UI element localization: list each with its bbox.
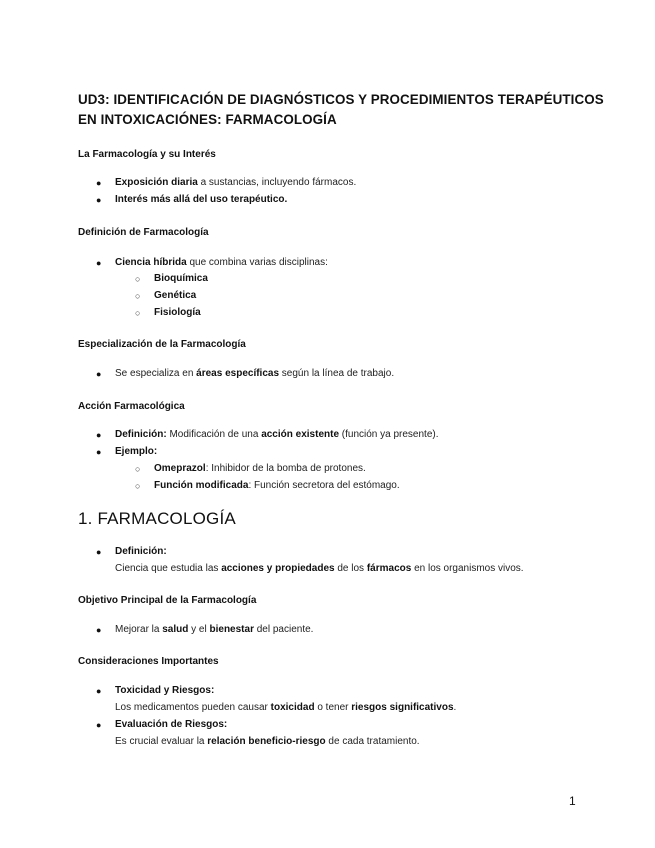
sub-list-item: [154, 480, 400, 491]
bold-text: Definición:: [115, 429, 167, 440]
list-item: [115, 546, 167, 557]
section-heading-consideraciones: Consideraciones Importantes: [78, 656, 219, 667]
text: .: [453, 702, 457, 713]
text: del paciente.: [253, 624, 314, 635]
bold-text: bienestar: [209, 624, 254, 635]
text: de cada tratamiento.: [325, 736, 420, 747]
sub-bullet-circle: ○: [135, 274, 141, 284]
bold-text: Ciencia híbrida: [115, 257, 187, 268]
text: Es crucial evaluar la: [115, 736, 208, 747]
text: en los organismos vivos.: [411, 563, 524, 574]
section-heading-interes: La Farmacología y su Interés: [78, 149, 216, 160]
text: a sustancias, incluyendo fármacos.: [197, 177, 357, 188]
bold-text: Evaluación de Riesgos:: [115, 719, 228, 730]
list-item-continuation: [115, 736, 420, 747]
title-line-2: EN INTOXICACIÓNES: FARMACOLOGÍA: [78, 112, 337, 127]
section-title-farmacologia: 1. FARMACOLOGÍA: [78, 509, 236, 528]
sub-bullet-circle: ○: [135, 464, 141, 474]
list-item-continuation: [115, 563, 524, 574]
bold-text: áreas específicas: [196, 368, 280, 379]
bold-text: salud: [162, 624, 189, 635]
text: (función ya presente).: [339, 429, 439, 440]
list-item: [115, 429, 439, 440]
bullet-dot: ●: [96, 369, 102, 379]
bullet-dot: ●: [96, 447, 102, 457]
page-number: 1: [569, 794, 576, 808]
text: Los medicamentos pueden causar: [115, 702, 271, 713]
document-title: [78, 90, 604, 130]
text: : Inhibidor de la bomba de protones.: [205, 463, 366, 474]
bold-text: Bioquímica: [154, 273, 208, 284]
bold-text: Omeprazol: [154, 463, 206, 474]
bold-text: Fisiología: [154, 307, 201, 318]
section-heading-objetivo: Objetivo Principal de la Farmacología: [78, 595, 257, 606]
text: que combina varias disciplinas:: [186, 257, 328, 268]
sub-list-item: [154, 273, 208, 284]
bullet-dot: ●: [96, 625, 102, 635]
bold-text: Interés más allá del uso terapéutico.: [115, 194, 288, 205]
bold-text: Toxicidad y Riesgos:: [115, 685, 215, 696]
text: según la línea de trabajo.: [279, 368, 395, 379]
text: Ciencia que estudia las: [115, 563, 222, 574]
list-item: [115, 257, 328, 268]
bold-text: Función modificada: [154, 480, 249, 491]
sub-list-item: [154, 290, 196, 301]
list-item: [115, 368, 394, 379]
text: de los: [334, 563, 367, 574]
bullet-dot: ●: [96, 686, 102, 696]
text: Modificación de una: [166, 429, 262, 440]
list-item: [115, 177, 356, 188]
bold-text: Exposición diaria: [115, 177, 198, 188]
text: y el: [188, 624, 210, 635]
bullet-dot: ●: [96, 258, 102, 268]
list-item: [115, 446, 157, 457]
bold-text: riesgos significativos: [351, 702, 454, 713]
bullet-dot: ●: [96, 195, 102, 205]
bold-text: toxicidad: [270, 702, 315, 713]
bullet-dot: ●: [96, 547, 102, 557]
bullet-dot: ●: [96, 430, 102, 440]
bold-text: acciones y propiedades: [221, 563, 335, 574]
section-heading-definicion: Definición de Farmacología: [78, 227, 209, 238]
bold-text: Ejemplo:: [115, 446, 158, 457]
list-item: [115, 624, 313, 635]
title-line-1: UD3: IDENTIFICACIÓN DE DIAGNÓSTICOS Y PROCEDIMIENTOS TERAPÉUTICOS: [78, 92, 604, 107]
bullet-dot: ●: [96, 178, 102, 188]
text: o tener: [314, 702, 352, 713]
bold-text: relación beneficio-riesgo: [207, 736, 326, 747]
list-item: [115, 685, 214, 696]
section-heading-accion: Acción Farmacológica: [78, 401, 185, 412]
text: : Función secretora del estómago.: [248, 480, 400, 491]
sub-list-item: [154, 463, 366, 474]
bold-text: Genética: [154, 290, 197, 301]
section-heading-especializacion: Especialización de la Farmacología: [78, 339, 246, 350]
sub-bullet-circle: ○: [135, 481, 141, 491]
sub-list-item: [154, 307, 201, 318]
bold-text: fármacos: [366, 563, 412, 574]
list-item-continuation: [115, 702, 456, 713]
sub-bullet-circle: ○: [135, 308, 141, 318]
bullet-dot: ●: [96, 720, 102, 730]
list-item: [115, 719, 227, 730]
list-item: [115, 194, 287, 205]
bold-text: Definición:: [115, 546, 167, 557]
text: Mejorar la: [115, 624, 163, 635]
bold-text: acción existente: [261, 429, 339, 440]
sub-bullet-circle: ○: [135, 291, 141, 301]
text: Se especializa en: [115, 368, 197, 379]
